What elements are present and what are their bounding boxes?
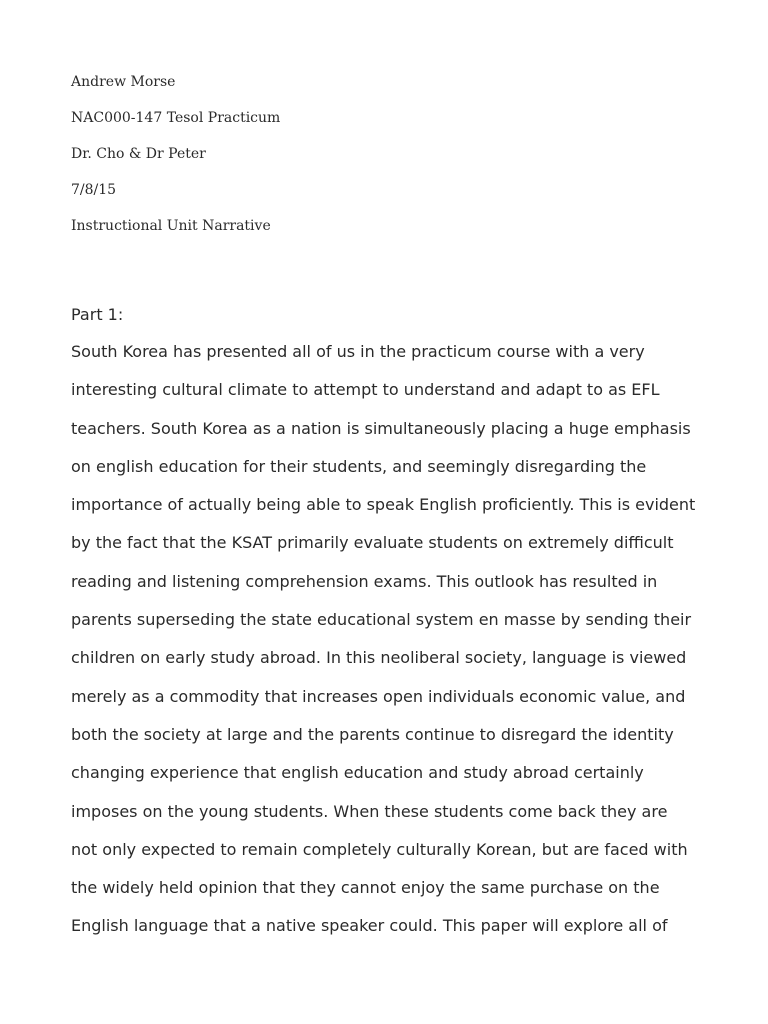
paragraph-line: both the society at large and the parents continue to disregard the identity	[71, 724, 674, 744]
paragraph-line: the widely held opinion that they cannot enjoy the same purchase on the	[71, 878, 660, 898]
paragraph-line: imposes on the young students. When these students come back they are	[71, 801, 668, 821]
paragraph-line: English language that a native speaker could. This paper will explore all of	[71, 916, 668, 936]
paragraph-line: teachers. South Korea as a nation is simultaneously placing a huge emphasis	[71, 418, 691, 438]
paragraph-line: reading and listening comprehension exams. This outlook has resulted in	[71, 571, 658, 591]
paragraph-line: by the fact that the KSAT primarily evaluate students on extremely difficult	[71, 533, 674, 553]
section-heading: Part 1:	[71, 305, 124, 324]
course-name: NAC000-147 Tesol Practicum	[71, 110, 281, 126]
paragraph-line: merely as a commodity that increases open individuals economic value, and	[71, 686, 686, 706]
paragraph-line: changing experience that english education and study abroad certainly	[71, 763, 644, 783]
paragraph-line: interesting cultural climate to attempt to understand and adapt to as EFL	[71, 380, 660, 400]
paragraph-line: not only expected to remain completely culturally Korean, but are faced with	[71, 839, 688, 859]
document-header	[71, 72, 711, 252]
instructor-names: Dr. Cho & Dr Peter	[71, 146, 206, 162]
paragraph-line: children on early study abroad. In this neoliberal society, language is viewed	[71, 648, 687, 668]
paragraph-line: South Korea has presented all of us in the practicum course with a very	[71, 342, 645, 361]
document-title: Instructional Unit Narrative	[71, 218, 271, 234]
paragraph-line: parents superseding the state educational system en masse by sending their	[71, 610, 692, 630]
paragraph-line: importance of actually being able to speak English proficiently. This is evident	[71, 495, 696, 515]
paragraph-line: on english education for their students, and seemingly disregarding the	[71, 456, 647, 476]
author-name: Andrew Morse	[71, 74, 176, 90]
body-paragraph	[71, 339, 731, 952]
document-date: 7/8/15	[71, 182, 117, 198]
